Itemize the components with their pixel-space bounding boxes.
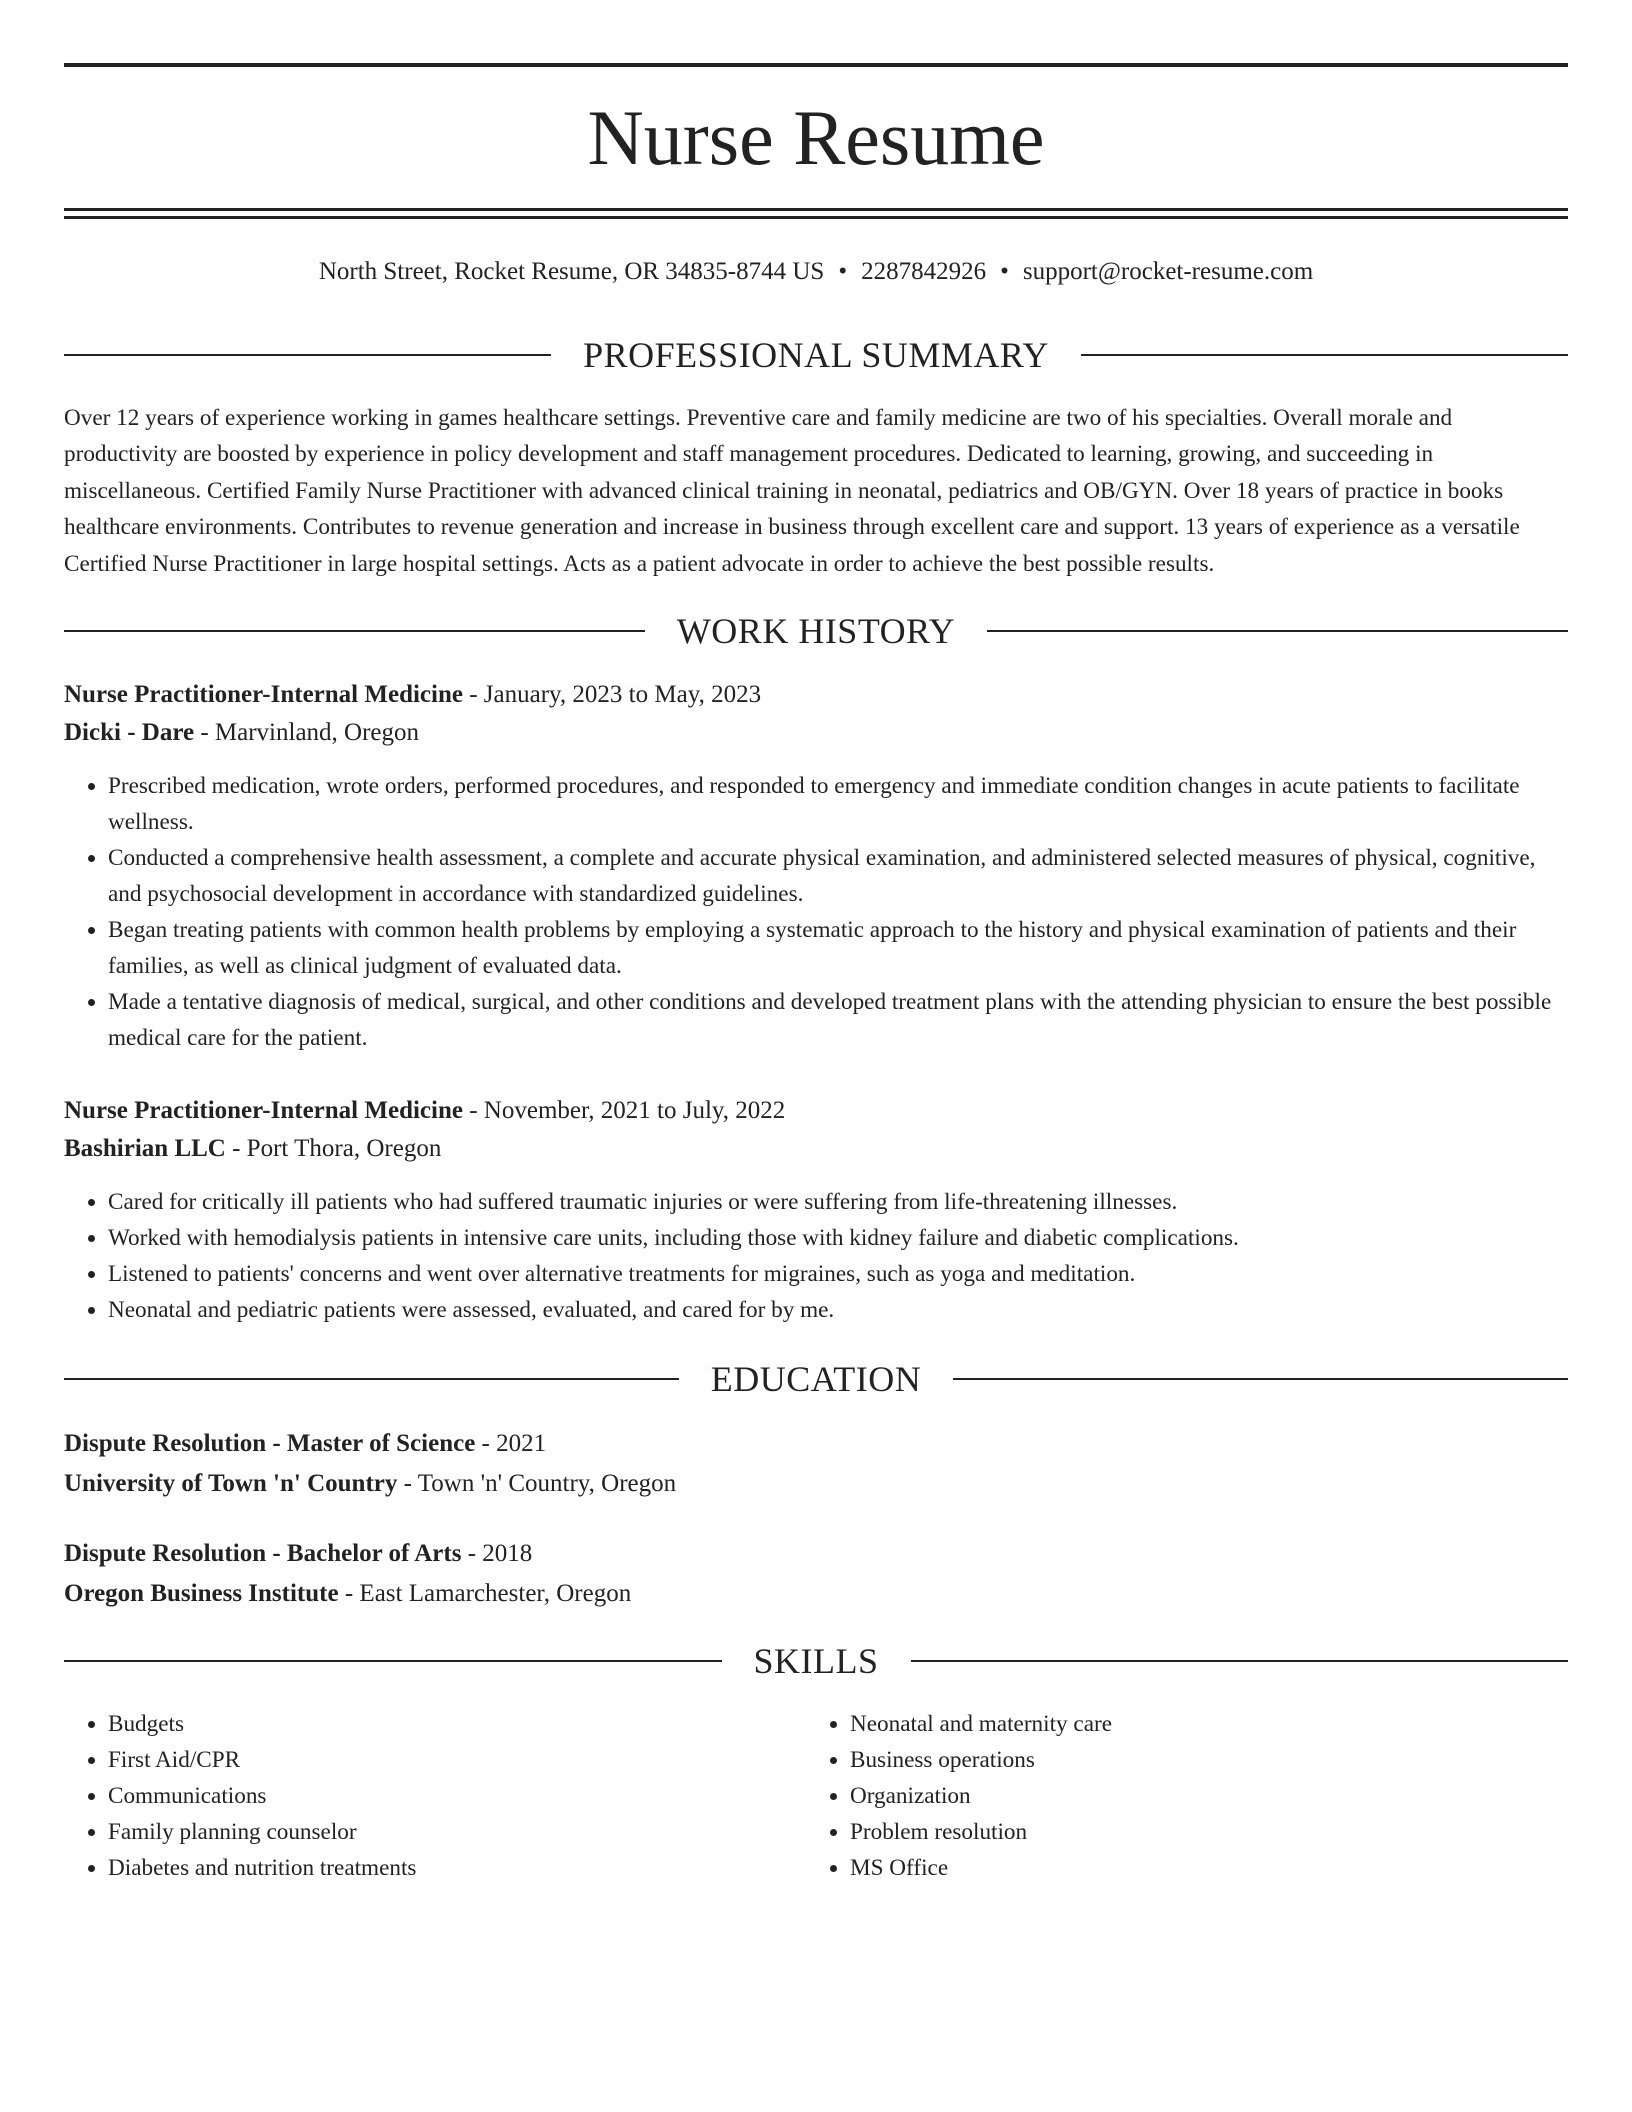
job-title: Nurse Practitioner-Internal Medicine — [64, 681, 463, 708]
section-header-skills — [64, 1636, 1568, 1686]
section-rule — [64, 1660, 722, 1662]
top-rule — [64, 63, 1568, 67]
title-double-rule-upper — [64, 208, 1568, 211]
job-dates: - January, 2023 to May, 2023 — [462, 681, 762, 708]
list-item: • Prescribed medication, wrote orders, performed procedures, and responded to emergency and immediate condition changes in acute patients to facilitate wellness. — [108, 768, 1568, 840]
list-item: • MS Office — [850, 1850, 1550, 1886]
list-item: • Neonatal and maternity care — [850, 1706, 1550, 1742]
contact-line — [64, 252, 1568, 292]
job-bullets — [64, 768, 1568, 1056]
contact-phone: 2287842926 — [861, 258, 987, 285]
job-location: - Marvinland, Oregon — [194, 719, 420, 746]
job-company-line — [64, 714, 1568, 752]
education-school-line — [64, 1464, 1568, 1504]
education-degree-line — [64, 1534, 1568, 1574]
section-title: PROFESSIONAL SUMMARY — [583, 335, 1049, 375]
education-degree: Dispute Resolution - Bachelor of Arts — [64, 1540, 462, 1567]
section-header-work — [64, 606, 1568, 656]
skills-list-left — [64, 1706, 808, 1886]
list-item: • Family planning counselor — [108, 1814, 808, 1850]
list-item: • First Aid/CPR — [108, 1742, 808, 1778]
job-entry — [64, 676, 1568, 752]
contact-address: North Street, Rocket Resume, OR 34835-8744 US — [318, 258, 825, 285]
section-rule — [64, 354, 551, 356]
list-item: • Neonatal and pediatric patients were assessed, evaluated, and cared for by me. — [108, 1292, 1568, 1328]
summary-paragraph: Over 12 years of experience working in games healthcare settings. Preventive care and family medicine are two of his specialties. Overall morale and productivity are boosted by experience in policy development and staff management procedures. Dedicated to learning, growing, and succeeding in miscellaneous. Certified Family Nurse Practitioner with advanced clinical training in neonatal, pediatrics and OB/GYN. Over 18 years of practice in books healthcare environments. Contributes to revenue generation and increase in business through excellent care and support. 13 years of experience as a versatile Certified Nurse Practitioner in large hospital settings. Acts as a patient advocate in order to achieve the best possible results. — [64, 405, 1520, 577]
education-year: - 2021 — [475, 1430, 547, 1457]
list-item: • Problem resolution — [850, 1814, 1550, 1850]
list-item: • Communications — [108, 1778, 808, 1814]
job-company: Dicki - Dare — [64, 719, 195, 746]
contact-separator: • — [838, 258, 848, 285]
section-rule — [987, 630, 1568, 632]
section-rule — [1081, 354, 1568, 356]
education-location: - East Lamarchester, Oregon — [338, 1580, 632, 1607]
job-dates: - November, 2021 to July, 2022 — [462, 1097, 786, 1124]
job-entry — [64, 1092, 1568, 1168]
contact-separator: • — [1000, 258, 1009, 285]
list-item: • Organization — [850, 1778, 1550, 1814]
list-item: • Business operations — [850, 1742, 1550, 1778]
section-title: WORK HISTORY — [676, 611, 956, 651]
list-item: • Diabetes and nutrition treatments — [108, 1850, 808, 1886]
section-rule — [64, 630, 645, 632]
education-entry — [64, 1534, 1568, 1614]
job-location: - Port Thora, Oregon — [225, 1135, 442, 1162]
education-year: - 2018 — [461, 1540, 533, 1567]
job-company-line — [64, 1130, 1568, 1168]
section-header-education — [64, 1354, 1568, 1404]
section-title: SKILLS — [753, 1641, 879, 1681]
job-bullets — [64, 1184, 1568, 1328]
resume-title: Nurse Resume — [587, 94, 1045, 181]
title-double-rule-lower — [64, 216, 1568, 219]
section-rule — [911, 1660, 1569, 1662]
section-rule — [64, 1378, 679, 1380]
section-header-summary — [64, 330, 1568, 380]
section-title: EDUCATION — [710, 1359, 922, 1399]
education-school: University of Town 'n' Country — [64, 1470, 398, 1497]
list-item: • Began treating patients with common health problems by employing a systematic approach to the history and physical examination of patients and their families, as well as clinical judgment of evaluated data. — [108, 912, 1568, 984]
education-location: - Town 'n' Country, Oregon — [397, 1470, 677, 1497]
education-school-line — [64, 1574, 1568, 1614]
education-degree-line — [64, 1424, 1568, 1464]
education-entry — [64, 1424, 1568, 1504]
section-rule — [953, 1378, 1568, 1380]
job-company: Bashirian LLC — [64, 1135, 226, 1162]
contact-email: support@rocket-resume.com — [1022, 258, 1314, 285]
list-item: • Worked with hemodialysis patients in intensive care units, including those with kidney failure and diabetic complications. — [108, 1220, 1568, 1256]
job-title-line — [64, 1092, 1568, 1130]
skills-list-right — [806, 1706, 1550, 1886]
education-degree: Dispute Resolution - Master of Science — [64, 1430, 476, 1457]
list-item: • Listened to patients' concerns and went over alternative treatments for migraines, such as yoga and meditation. — [108, 1256, 1568, 1292]
education-school: Oregon Business Institute — [64, 1580, 339, 1607]
job-title: Nurse Practitioner-Internal Medicine — [64, 1097, 463, 1124]
list-item: • Budgets — [108, 1706, 808, 1742]
list-item: • Conducted a comprehensive health assessment, a complete and accurate physical examination, and administered selected measures of physical, cognitive, and psychosocial development in accordance with standardized guidelines. — [108, 840, 1568, 912]
list-item: • Made a tentative diagnosis of medical, surgical, and other conditions and developed treatment plans with the attending physician to ensure the best possible medical care for the patient. — [108, 984, 1568, 1056]
list-item: • Cared for critically ill patients who had suffered traumatic injuries or were suffering from life-threatening illnesses. — [108, 1184, 1568, 1220]
job-title-line — [64, 676, 1568, 714]
